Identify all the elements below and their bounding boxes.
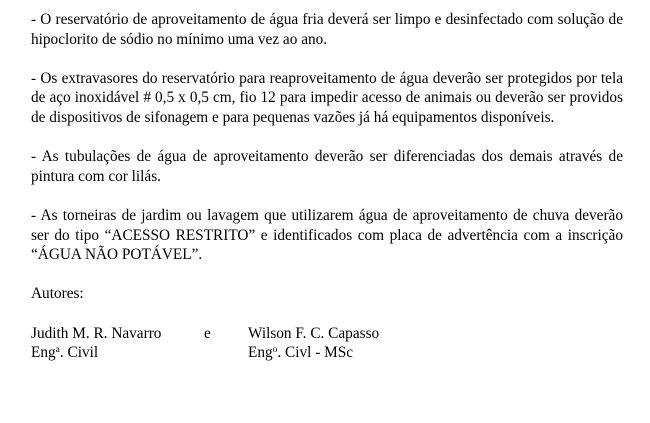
author2-title-prefix: Eng: [248, 344, 273, 362]
author2-title: [248, 343, 353, 363]
author1-title-prefix: Eng: [31, 344, 56, 362]
document-page: [31, 10, 623, 364]
author1-title: [31, 343, 98, 363]
paragraph-pipe-color: - As tubulações de água de aproveitamento deverão ser diferenciadas dos demais através de pintura com cor lilás.: [31, 148, 623, 185]
authors-conjunction: e: [204, 324, 211, 342]
paragraph-overflow-protection: - Os extravasores do reservatório para reaproveitamento de água deverão ser protegidos por tela de aço inoxidável # 0,5 x 0,5 cm, fio 12 para impedir acesso de animais ou deverão ser providos de dispositivos de sifonagem e para pequenas vazões já há equipamentos disponíveis.: [31, 69, 623, 126]
author2-name: Wilson F. C. Capasso: [248, 324, 380, 342]
paragraph-restricted-taps: - As torneiras de jardim ou lavagem que utilizarem água de aproveitamento de chuva deverão ser do tipo “ACESSO RESTRITO” e identificados com placa de advertência com a inscrição “ÁGUA NÃO POTÁVEL”.: [31, 206, 623, 264]
author2-title-suffix: . Civl - MSc: [277, 344, 354, 362]
author-names-row: [31, 324, 623, 344]
author-signatures: [31, 324, 623, 364]
author-titles-row: [31, 343, 623, 363]
author1-title-suffix: . Civil: [59, 344, 99, 362]
authors-heading: Autores:: [31, 285, 84, 303]
author2-title-sup: o: [272, 344, 278, 355]
author1-title-sup: a: [55, 344, 60, 355]
paragraph-reservoir-cleaning: - O reservatório de aproveitamento de água fria deverá ser limpo e desinfectado com solução de hipoclorito de sódio no mínimo uma vez ao ano.: [31, 11, 623, 48]
author1-name: Judith M. R. Navarro: [31, 324, 162, 342]
